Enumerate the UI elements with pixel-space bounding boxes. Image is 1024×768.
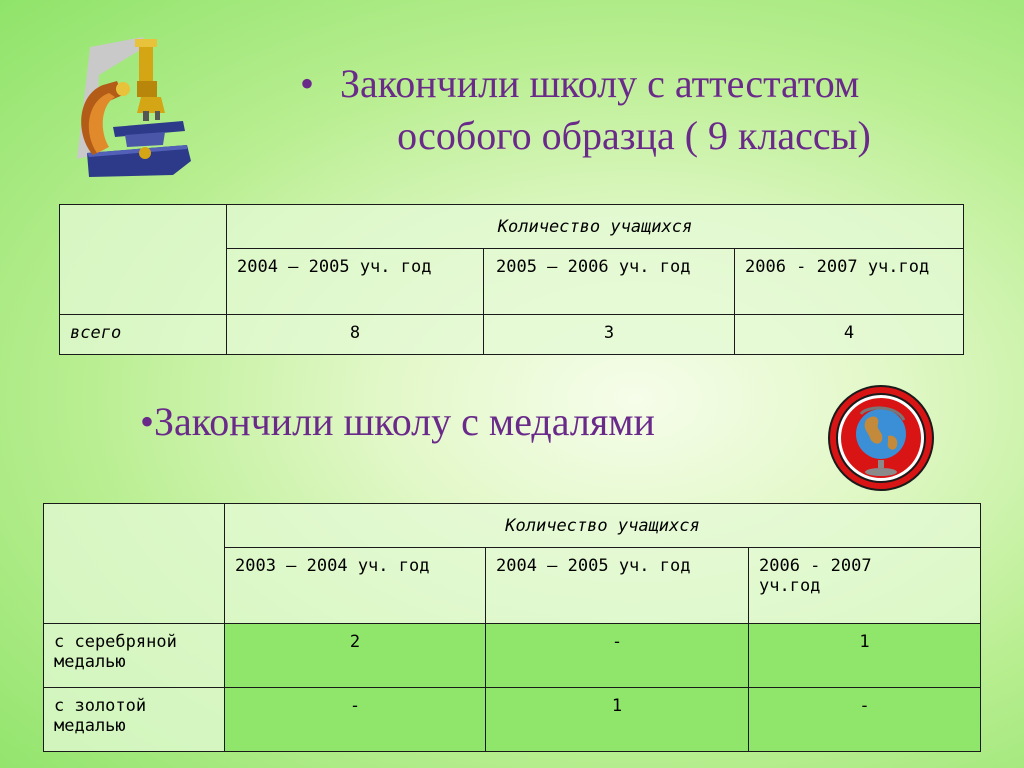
section-heading: •Закончили школу с медалями [140,399,655,444]
page-title [300,58,960,162]
certificates-table [59,204,964,355]
year-header: 2003 – 2004 уч. год [225,548,486,624]
table-row [44,624,981,688]
value-cell: 1 [749,624,981,688]
corner-cell [44,504,225,624]
corner-cell [60,205,227,315]
year-header: 2004 – 2005 уч. год [227,249,484,315]
table-header: Количество учащихся [225,504,981,548]
value-cell: - [486,624,749,688]
value-cell: 8 [227,315,484,355]
value-cell: 4 [735,315,964,355]
value-cell: 3 [484,315,735,355]
year-header [749,548,981,624]
year-header-text: 2006 - 2007 уч.год [745,257,930,277]
table-header: Количество учащихся [227,205,964,249]
value-cell: - [749,688,981,752]
title-line-2: особого образца ( 9 классы) [397,113,871,158]
medals-table [43,503,981,752]
year-header [735,249,964,315]
year-header-text: 2005 – 2006 уч. год [496,257,691,277]
row-label [44,688,225,752]
row-label [44,624,225,688]
year-header: 2004 – 2005 уч. год [486,548,749,624]
table-row [60,315,964,355]
globe-icon [826,384,936,492]
title-bullet: • [300,61,315,106]
year-header [484,249,735,315]
value-cell: - [225,688,486,752]
microscope-icon [65,35,195,185]
row-label-text: с золотой медалью [54,696,147,736]
row-label: всего [60,315,227,355]
title-line-1: Закончили школу с аттестатом [340,61,860,106]
value-cell: 2 [225,624,486,688]
table-row [44,688,981,752]
row-label-text: с серебряной медалью [54,632,177,672]
year-header-text: 2006 - 2007 уч.год [759,556,872,596]
value-cell: 1 [486,688,749,752]
